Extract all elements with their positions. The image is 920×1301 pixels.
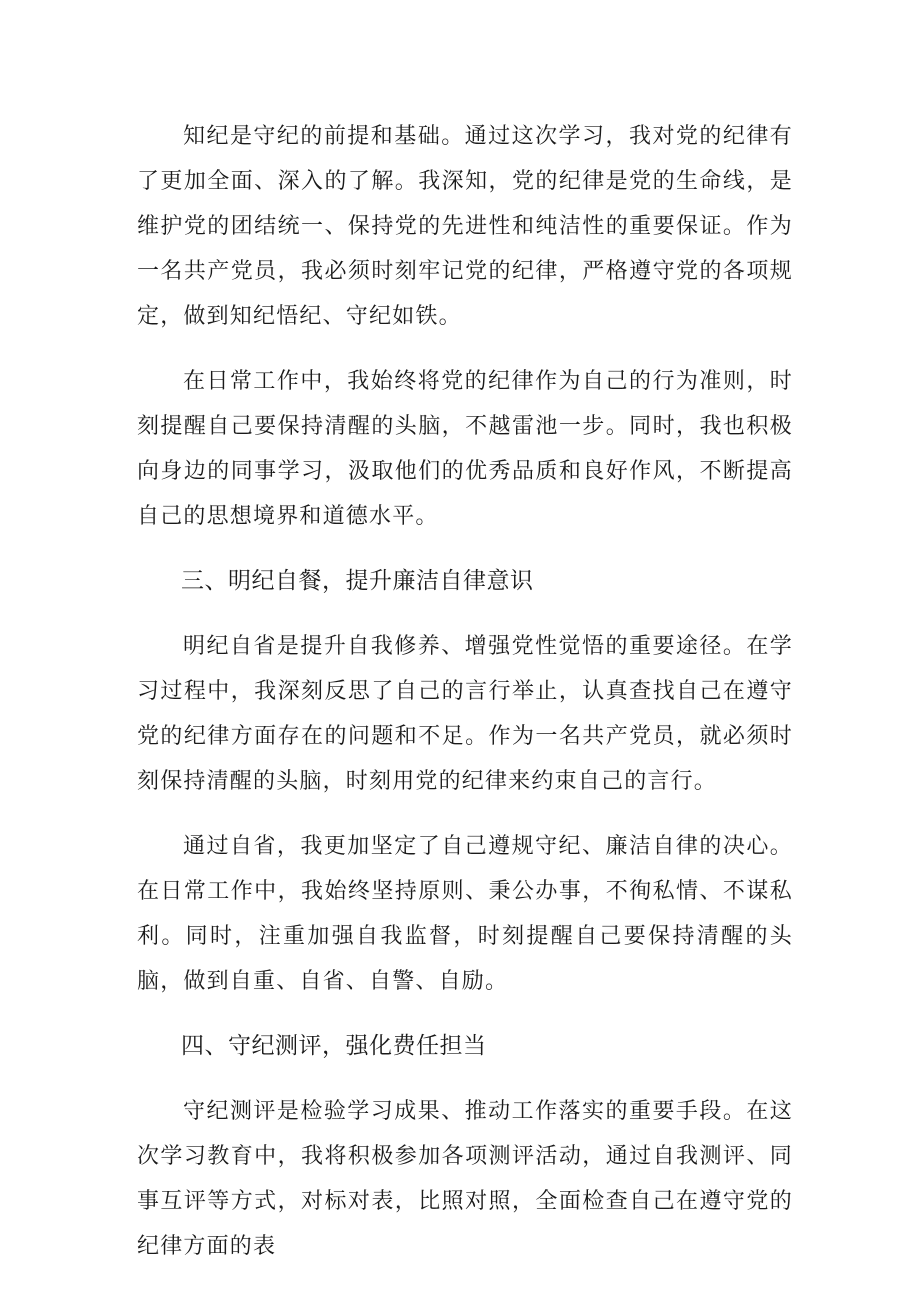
- paragraph-daily-work: 在日常工作中，我始终将党的纪律作为自己的行为准则，时刻提醒自己要保持清醒的头脑，不越雷池一步。同时，我也积极向身边的同事学习，汲取他们的优秀品质和良好作风，不断提高自己的思想境界和道德水平。: [137, 369, 793, 529]
- document-body: [137, 114, 793, 1289]
- section-heading-4: 四、守纪测评，强化费任担当: [181, 1033, 487, 1059]
- paragraph-discipline-evaluation: 守纪测评是检验学习成果、推动工作落实的重要手段。在这次学习教育中，我将积极参加各项测评活动，通过自我测评、同事互评等方式，对标对表，比照对照，全面检查自己在遵守党的纪律方面的表: [137, 1099, 793, 1259]
- paragraph-knowing-discipline: 知纪是守纪的前提和基础。通过这次学习，我对党的纪律有了更加全面、深入的了解。我深知，党的纪律是党的生命线，是维护党的团结统一、保持党的先进性和纯洁性的重要保证。作为一名共产党员，我必须时刻牢记党的纪律，严格遵守党的各项规定，做到知纪悟纪、守纪如铁。: [137, 124, 793, 329]
- paragraph-self-discipline: 通过自省，我更加坚定了自己遵规守纪、廉洁自律的决心。在日常工作中，我始终坚持原则、秉公办事，不徇私情、不谋私利。同时，注重加强自我监督，时刻提醒自己要保持清醒的头脑，做到自重、自省、自警、自励。: [137, 834, 793, 994]
- paragraph-self-reflection: 明纪自省是提升自我修养、增强党性觉悟的重要途径。在学习过程中，我深刻反思了自己的言行举止，认真查找自己在遵守党的纪律方面存在的问题和不足。作为一名共产党员，就必须时刻保持清醒的头脑，时刻用党的纪律来约束自己的言行。: [137, 634, 793, 794]
- section-heading-3: 三、明纪自餐，提升廉洁自律意识: [181, 568, 534, 594]
